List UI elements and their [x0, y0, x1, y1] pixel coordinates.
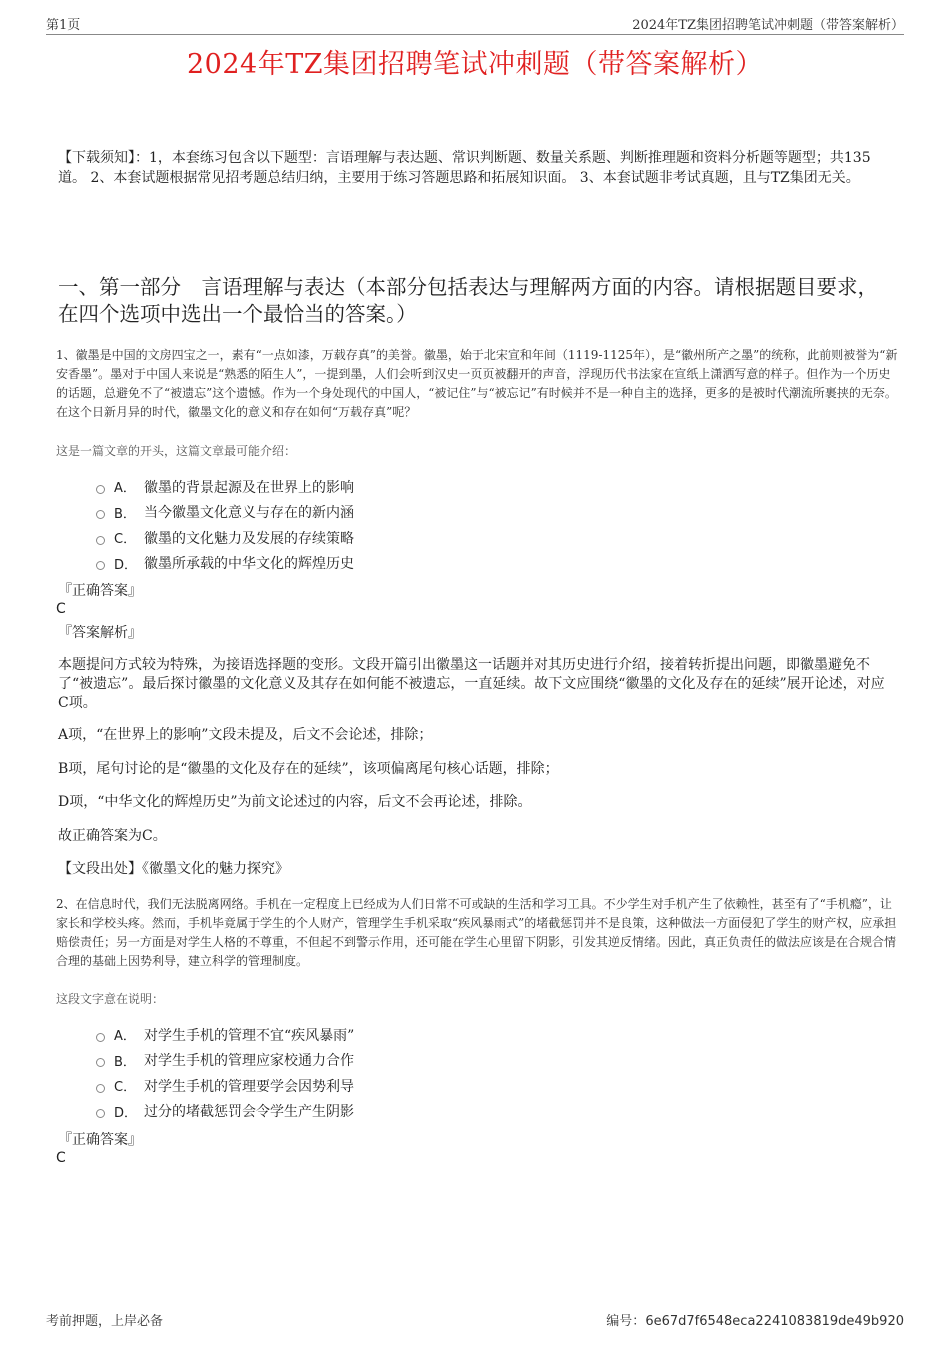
analysis-paragraph: A项，“在世界上的影响”文段未提及，后文不会论述，排除；: [58, 727, 433, 743]
section-heading: 一、第一部分 言语理解与表达（本部分包括表达与理解两方面的内容。请根据题目要求，在四个选项中选出一个最恰当的答案。）: [58, 275, 878, 326]
analysis-conclusion: 故正确答案为C。: [58, 828, 167, 844]
option-text: 对学生手机的管理应家校通力合作: [144, 1053, 354, 1070]
option-letter: D．: [114, 557, 138, 573]
question-1-prompt: 这是一篇文章的开头，这篇文章最可能介绍：: [56, 444, 297, 458]
analysis-label: 『答案解析』: [58, 625, 142, 641]
option-text: 徽墨所承载的中华文化的辉煌历史: [144, 556, 354, 573]
question-2-options: [96, 1022, 354, 1124]
download-notice: 【下载须知】：1，本套练习包含以下题型：言语理解与表达题、常识判断题、数量关系题、判断推理题和资料分析题等题型；共135道。 2、本套试题根据常见招考题总结归纳，主要用于练习答题思路和拓展知识面。 3、本套试题非考试真题，且与TZ集团无关。: [58, 150, 871, 186]
answer-value: C: [56, 1150, 66, 1166]
question-2-passage: 2、在信息时代，我们无法脱离网络。手机在一定程度上已经成为人们日常不可或缺的生活和学习工具。不少学生对手机产生了依赖性，甚至有了“手机瘾”，让家长和学校头疼。然而，手机毕竟属于学生的个人财产，管理学生手机采取“疾风暴雨式”的堵截惩罚并不是良策，这种做法一方面侵犯了学生的财产权，应承担赔偿责任；另一方面是对学生人格的不尊重，不但起不到警示作用，还可能在学生心里留下阴影，引发其逆反情绪。因此，真正负责任的做法应该是在合规合情合理的基础上因势利导，建立科学的管理制度。: [56, 897, 897, 968]
option-text: 对学生手机的管理不宜“疾风暴雨”: [144, 1027, 355, 1044]
option-text: 过分的堵截惩罚会令学生产生阴影: [144, 1104, 354, 1121]
analysis-paragraph: D项，“中华文化的辉煌历史”为前文论述过的内容，后文不会再论述，排除。: [58, 794, 532, 810]
document-title: 2024年TZ集团招聘笔试冲刺题（带答案解析）: [187, 49, 763, 80]
option-letter: B．: [114, 1054, 136, 1070]
radio-icon[interactable]: [96, 1033, 105, 1042]
option-d[interactable]: [96, 1099, 354, 1125]
radio-icon[interactable]: [96, 510, 105, 519]
radio-icon[interactable]: [96, 1084, 105, 1093]
option-text: 对学生手机的管理要学会因势利导: [144, 1078, 354, 1095]
footer-code: [606, 1310, 904, 1329]
page-footer: [46, 1310, 904, 1329]
page-number: 第1页: [46, 18, 81, 33]
option-letter: B．: [114, 506, 136, 522]
option-text: 徽墨的文化魅力及发展的存续策略: [144, 530, 354, 547]
question-1-passage: 1、徽墨是中国的文房四宝之一，素有“一点如漆，万载存真”的美誉。徽墨，始于北宋宣和年间（1119-1125年），是“徽州所产之墨”的统称，此前则被誉为“新安香墨”。墨对于中国人来说是“熟悉的陌生人”，一提到墨，人们会听到汉史一页页被翻开的声音，浮现历代书法家在宣纸上潇洒写意的样子。但作为一个历史的话题，总避免不了“被遗忘”这个遗憾。作为一个身处现代的中国人，“被记住”与“被忘记”有时候并不是一种自主的选择，更多的是被时代潮流所裹挟的无奈。在这个日新月异的时代，徽墨文化的意义和存在如何“万载存真”呢？: [56, 348, 898, 419]
answer-label: 『正确答案』: [58, 583, 142, 599]
option-c[interactable]: [96, 525, 354, 551]
header-doc-title: 2024年TZ集团招聘笔试冲刺题（带答案解析）: [632, 18, 904, 33]
answer-value: C: [56, 601, 66, 617]
option-letter: C．: [114, 1080, 137, 1096]
option-b[interactable]: [96, 1048, 354, 1074]
option-c[interactable]: [96, 1073, 354, 1099]
question-1-options: [96, 474, 354, 576]
option-a[interactable]: [96, 474, 354, 500]
code-label: 编号：: [606, 1314, 646, 1329]
code-value: 6e67d7f6548eca2241083819de49b920: [645, 1314, 904, 1329]
option-a[interactable]: [96, 1022, 354, 1048]
footer-slogan: 考前押题，上岸必备: [46, 1314, 164, 1329]
option-b[interactable]: [96, 500, 354, 526]
option-letter: A．: [114, 1029, 136, 1045]
option-letter: C．: [114, 532, 137, 548]
analysis-source: 【文段出处】《徽墨文化的魅力探究》: [58, 861, 289, 877]
radio-icon[interactable]: [96, 536, 105, 545]
radio-icon[interactable]: [96, 485, 105, 494]
option-text: 当今徽墨文化意义与存在的新内涵: [144, 505, 354, 522]
option-text: 徽墨的背景起源及在世界上的影响: [144, 479, 354, 496]
radio-icon[interactable]: [96, 561, 105, 570]
radio-icon[interactable]: [96, 1109, 105, 1118]
question-2-prompt: 这段文字意在说明：: [56, 992, 165, 1006]
option-letter: D．: [114, 1105, 138, 1121]
answer-label: 『正确答案』: [58, 1132, 142, 1148]
option-letter: A．: [114, 481, 136, 497]
radio-icon[interactable]: [96, 1058, 105, 1067]
option-d[interactable]: [96, 551, 354, 577]
analysis-paragraph: 本题提问方式较为特殊，为接语选择题的变形。文段开篇引出徽墨这一话题并对其历史进行介绍，接着转折提出问题，即徽墨避免不了“被遗忘”。最后探讨徽墨的文化意义及其存在如何能不被遗忘，一直延续。故下文应围绕“徽墨的文化及存在的延续”展开论述，对应C项。: [58, 657, 885, 711]
analysis-paragraph: B项，尾句讨论的是“徽墨的文化及存在的延续”，该项偏离尾句核心话题，排除；: [58, 761, 559, 777]
page-header: [46, 14, 904, 35]
